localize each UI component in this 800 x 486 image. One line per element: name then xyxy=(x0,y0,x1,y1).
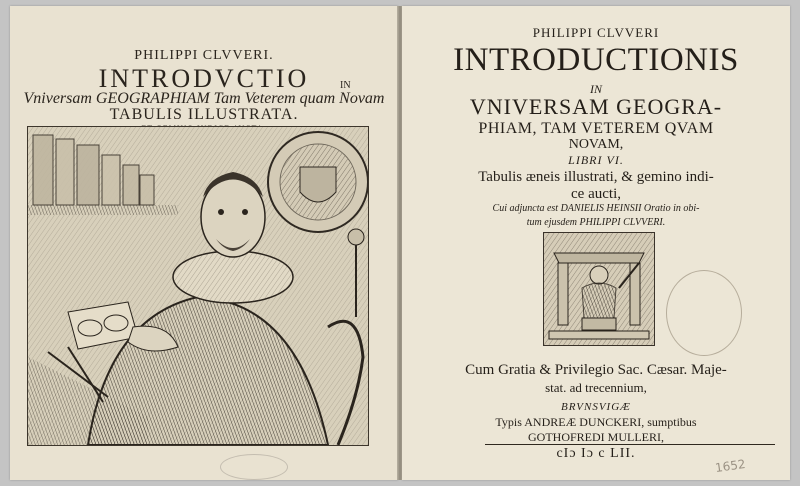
privilege-duration: stat. ad trecennium, xyxy=(545,380,647,395)
title-libri: LIBRI VI. xyxy=(568,153,624,167)
portrait-illustration xyxy=(28,127,368,445)
privilege-line: Cum Gratia & Privilegio Sac. Cæsar. Maje- xyxy=(465,362,727,378)
imprint-place: BRVNSVIGÆ xyxy=(561,401,631,413)
printer-device-vignette xyxy=(543,232,655,346)
portrait-engraving xyxy=(27,126,369,446)
imprint-publisher: GOTHOFREDI MULLERI, xyxy=(528,430,664,444)
coat-of-arms-medallion xyxy=(268,132,368,232)
author-name: PHILIPPI CLVVERI xyxy=(532,25,660,40)
handwritten-year: 1652 xyxy=(714,456,747,476)
title-aucti: ce aucti, xyxy=(571,186,621,202)
title-cui-adjuncta: Cui adjuncta est DANIELIS HEINSII Oratio in obi- xyxy=(492,203,700,214)
engraved-title-illustrata: TABULIS ILLUSTRATA. xyxy=(109,106,299,123)
book-title: INTRODUCTIONIS xyxy=(453,42,739,78)
engraved-title-subtitle: Vniversam GEOGRAPHIAM Tam Veterem quam Novam xyxy=(23,90,385,107)
library-stamp-right xyxy=(666,270,742,356)
title-obitum: tum ejusdem PHILIPPI CLVVERI. xyxy=(526,217,666,228)
engraved-title-main: INTRODVCTIO xyxy=(98,64,310,93)
title-in: IN xyxy=(590,82,602,96)
title-universam: VNIVERSAM GEOGRA- xyxy=(469,94,723,119)
imprint-date: cIɔ Iɔ c LII. xyxy=(556,446,636,461)
library-stamp xyxy=(220,454,288,480)
imprint-printer: Typis ANDREÆ DUNCKERI, sumptibus xyxy=(495,415,697,429)
title-phiam: PHIAM, TAM VETEREM QVAM xyxy=(478,120,714,137)
vignette-illustration xyxy=(544,233,654,345)
imprint-rule xyxy=(485,444,775,445)
title-novam: NOVAM, xyxy=(568,137,624,152)
title-tabulis: Tabulis æneis illustrati, & gemino indi- xyxy=(478,169,714,185)
engraved-title-name: PHILIPPI CLVVERI. xyxy=(134,48,274,63)
engraved-title-in: IN xyxy=(340,80,351,91)
left-page xyxy=(10,6,398,480)
